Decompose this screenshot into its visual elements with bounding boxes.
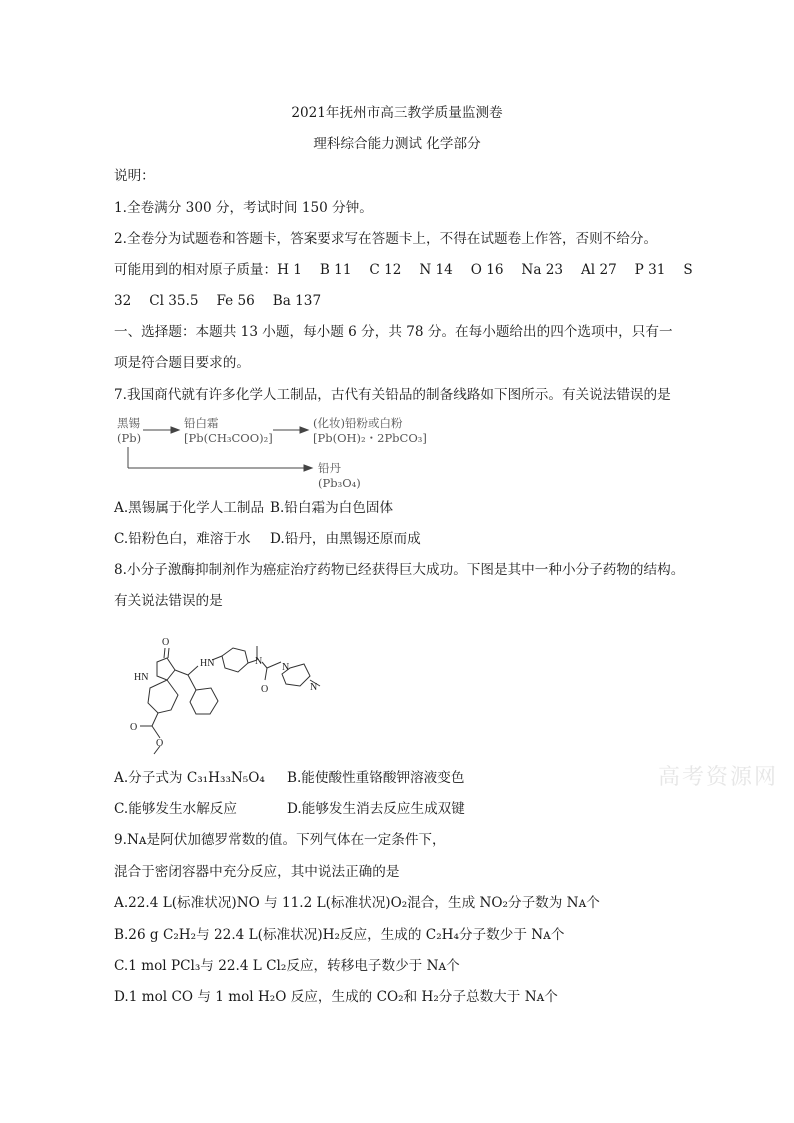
q8-option-c[interactable]: C.能够发生水解反应 (114, 801, 237, 817)
q9-option-a[interactable]: A.22.4 L(标准状况)NO 与 11.2 L(标准状况)O₂混合，生成 NO₂分子数为 Nᴀ个 (114, 895, 600, 911)
q8-option-d[interactable]: D.能够发生消去反应生成双键 (287, 801, 465, 817)
section-heading-line-2: 项是符合题目要求的。 (114, 355, 250, 371)
atom-o-ester-carbonyl: O (130, 722, 138, 733)
atom-o-amide: O (261, 684, 269, 695)
atomic-masses-line-2: 32 Cl 35.5 Fe 56 Ba 137 (114, 293, 322, 309)
atomic-masses-line-1: 可能用到的相对原子质量：H 1 B 11 C 12 N 14 O 16 Na 23 Al 27 P 31 S (114, 262, 693, 278)
q9-option-b[interactable]: B.26 g C₂H₂与 22.4 L(标准状况)H₂反应，生成的 C₂H₄分子数少于 Nᴀ个 (114, 927, 565, 943)
flow-node-black-tin-formula: (Pb) (117, 431, 142, 445)
flow-arrows (0, 0, 794, 500)
q7-option-d[interactable]: D.铅丹，由黑锡还原而成 (270, 531, 421, 547)
q7-option-b[interactable]: B.铅白霜为白色固体 (270, 500, 394, 516)
flow-node-lead-acetate: 铅白霜 (184, 416, 219, 430)
atom-n-amide: N (255, 656, 263, 667)
q9-option-c[interactable]: C.1 mol PCl₃与 22.4 L Cl₂反应，转移电子数少于 Nᴀ个 (114, 958, 460, 974)
question-7-stem: 7.我国商代就有许多化学人工制品，古代有关铅品的制备线路如下图所示。有关说法错误的是 (114, 387, 671, 403)
flow-node-lead-powder-formula: [Pb(OH)₂・2PbCO₃] (313, 431, 427, 445)
q8-option-a[interactable]: A.分子式为 C₃₁H₃₃N₅O₄ (114, 770, 265, 786)
q7-option-a[interactable]: A.黑锡属于化学人工制品 (114, 500, 265, 516)
atom-hn-ring: HN (134, 672, 149, 683)
note-2: 2.全卷分为试题卷和答题卡，答案要求写在答题卡上，不得在试题卷上作答，否则不给分。 (114, 231, 658, 247)
page-title: 2021年抚州市高三教学质量监测卷 (291, 105, 503, 121)
atom-o-ester: O (156, 738, 164, 749)
flow-node-lead-powder: (化妆)铅粉或白粉 (313, 416, 403, 430)
note-1: 1.全卷满分 300 分，考试时间 150 分钟。 (114, 200, 373, 216)
notes-label: 说明： (114, 168, 155, 184)
atom-oxygen-top: O (162, 637, 170, 648)
question-8-stem-line-2: 有关说法错误的是 (114, 593, 223, 609)
flow-node-red-lead: 铅丹 (318, 461, 341, 475)
q8-option-b[interactable]: B.能使酸性重铬酸钾溶液变色 (287, 770, 465, 786)
molecule-structure (110, 618, 340, 760)
question-9-stem-line-2: 混合于密闭容器中充分反应，其中说法正确的是 (114, 864, 400, 880)
flow-node-lead-acetate-formula: [Pb(CH₃COO)₂] (184, 431, 273, 445)
atom-n-methyl: N (310, 682, 318, 693)
page-subtitle: 理科综合能力测试 化学部分 (313, 136, 481, 152)
flow-node-black-tin: 黑锡 (117, 416, 140, 430)
atom-n-piperazine: N (282, 662, 290, 673)
flow-node-red-lead-formula: (Pb₃O₄) (318, 476, 361, 490)
atom-hn-amine: HN (200, 658, 215, 669)
question-8-stem-line-1: 8.小分子激酶抑制剂作为癌症治疗药物已经获得巨大成功。下图是其中一种小分子药物的结构。 (114, 562, 685, 578)
q7-option-c[interactable]: C.铅粉色白，难溶于水 (114, 531, 251, 547)
section-heading-line-1: 一、选择题：本题共 13 小题，每小题 6 分，共 78 分。在每小题给出的四个选项中，只有一 (114, 324, 673, 340)
q9-option-d[interactable]: D.1 mol CO 与 1 mol H₂O 反应，生成的 CO₂和 H₂分子总数大于 Nᴀ个 (114, 989, 558, 1005)
watermark: 高考资源网 (658, 765, 779, 790)
question-9-stem-line-1: 9.Nᴀ是阿伏加德罗常数的值。下列气体在一定条件下， (114, 832, 446, 848)
